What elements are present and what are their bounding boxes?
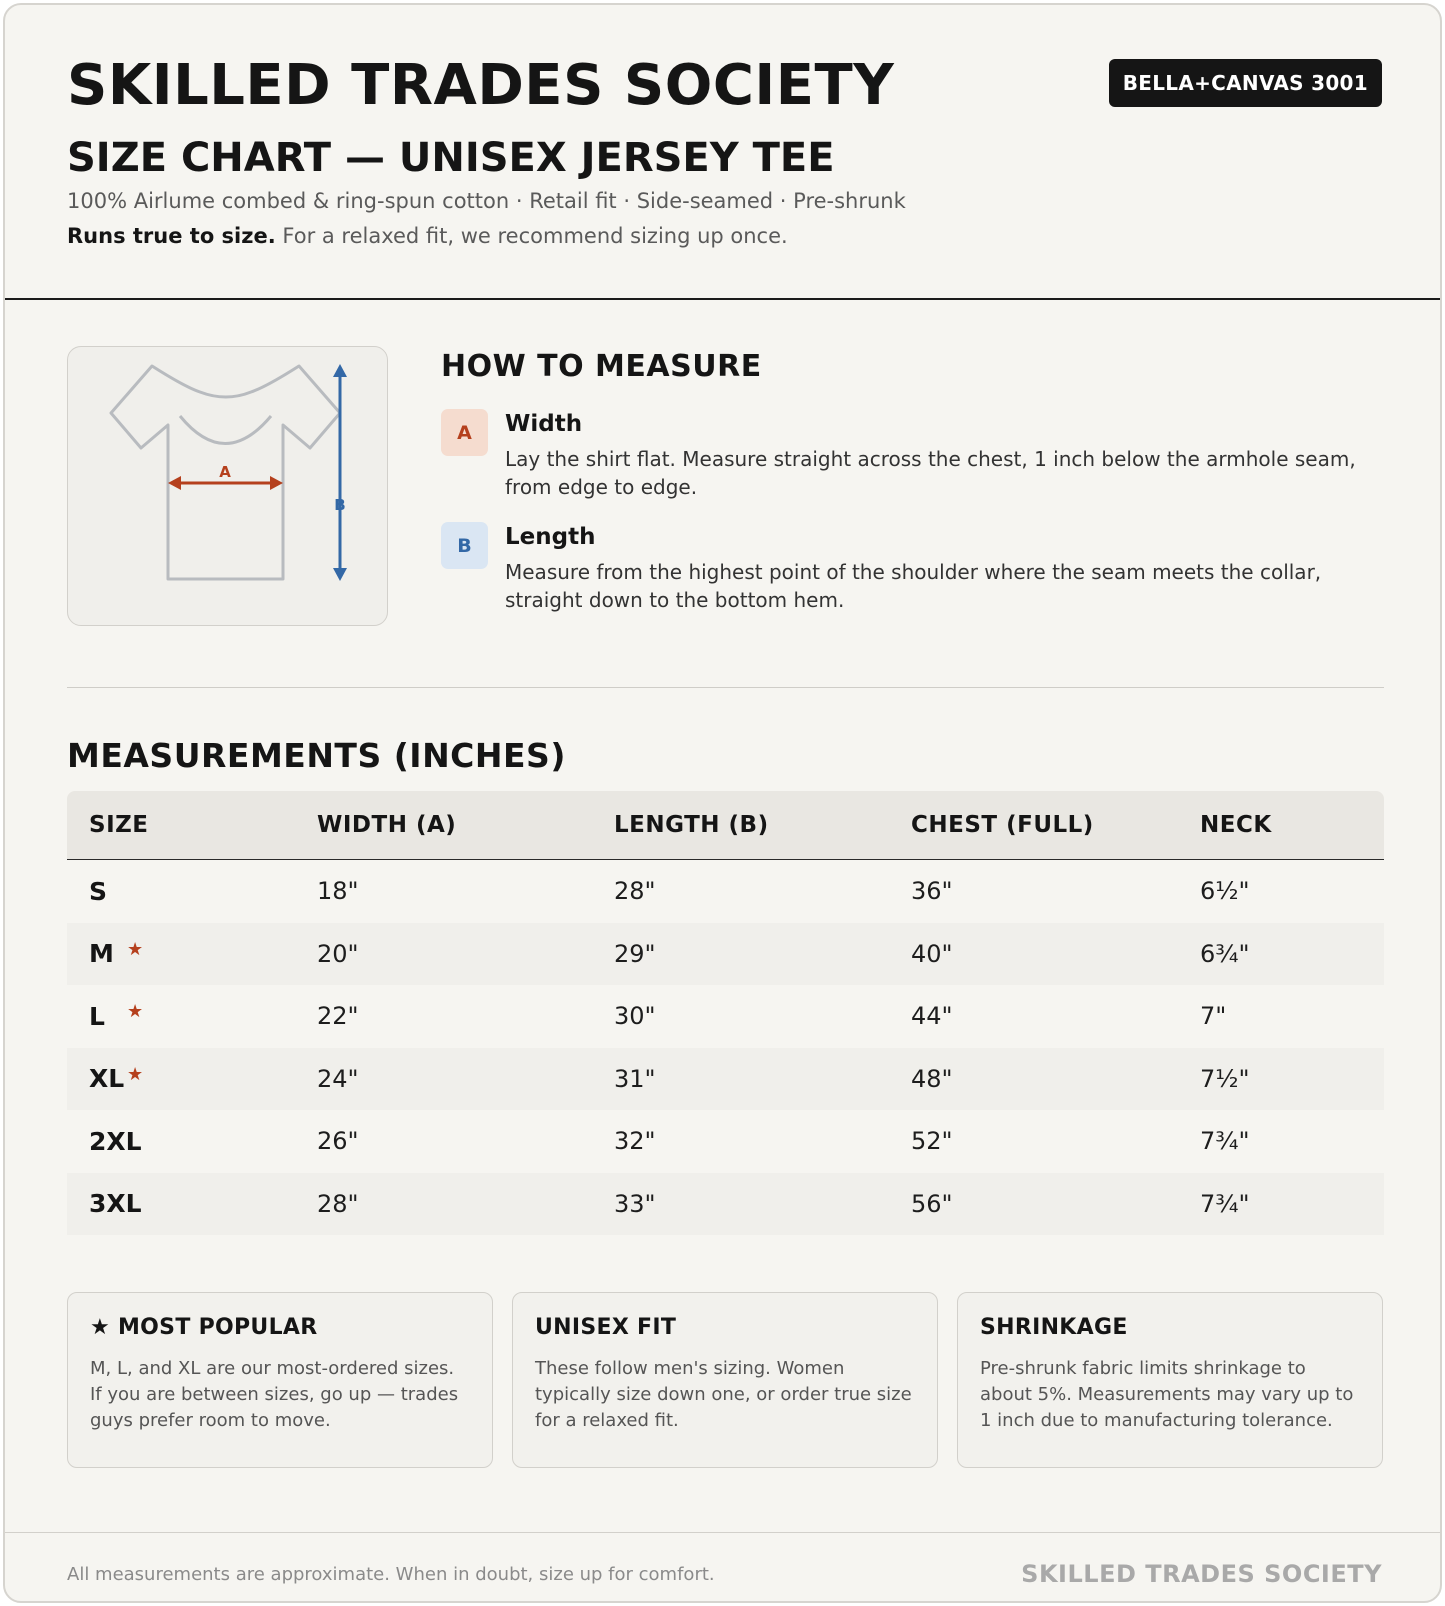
length-value: 32" <box>614 1127 656 1156</box>
section-divider <box>67 687 1384 688</box>
fabric-spec-line: 100% Airlume combed & ring-spun cotton · Retail fit · Side-seamed · Pre-shrunk <box>67 189 906 213</box>
table-row <box>67 1048 1384 1111</box>
table-header <box>67 791 1384 860</box>
size-cell <box>89 860 179 923</box>
table-row <box>67 923 1384 986</box>
chest-value: 52" <box>911 1127 953 1156</box>
size-cell <box>89 1110 179 1173</box>
neck-value: 7" <box>1200 1002 1227 1031</box>
header <box>5 5 1440 300</box>
card-body: These follow men's sizing. Women typically size down one, or order true size for a relaxed fit. <box>535 1358 912 1431</box>
popular-star-icon: ★ <box>127 1063 144 1085</box>
footer-brand: SKILLED TRADES SOCIETY <box>1021 1560 1382 1588</box>
brand-title: SKILLED TRADES SOCIETY <box>67 53 895 118</box>
column-header-neck: NECK <box>1200 812 1272 838</box>
size-label: L <box>89 1001 105 1031</box>
card-title: ★ MOST POPULAR <box>90 1315 318 1340</box>
diagram-label-b: B <box>334 496 346 514</box>
fit-note <box>67 224 788 248</box>
neck-value: 7½" <box>1200 1064 1250 1093</box>
how-to-measure-title: HOW TO MEASURE <box>441 349 762 384</box>
size-label: 3XL <box>89 1189 142 1219</box>
length-value: 31" <box>614 1064 656 1093</box>
size-label: S <box>89 876 108 906</box>
length-arrow-top-head <box>333 364 347 377</box>
size-table <box>67 791 1384 1235</box>
step-badge-a: A <box>441 409 488 456</box>
width-value: 18" <box>317 877 359 906</box>
column-header-chest: CHEST (FULL) <box>911 812 1094 838</box>
length-value: 29" <box>614 939 656 968</box>
step-desc-length: Measure from the highest point of the shoulder where the seam meets the collar, straight down to the bottom hem. <box>505 560 1322 612</box>
table-row <box>67 860 1384 923</box>
size-chart-page <box>3 3 1442 1603</box>
neck-value: 6½" <box>1200 877 1250 906</box>
size-cell <box>89 1048 179 1111</box>
card-body: Pre-shrunk fabric limits shrinkage to about 5%. Measurements may vary up to 1 inch due to manufacturing tolerance. <box>980 1358 1354 1431</box>
neck-value: 7¾" <box>1200 1189 1250 1218</box>
chest-value: 36" <box>911 877 953 906</box>
chest-value: 48" <box>911 1064 953 1093</box>
length-arrow-bottom-head <box>333 568 347 581</box>
column-header-length: LENGTH (B) <box>614 812 769 838</box>
chest-value: 44" <box>911 1002 953 1031</box>
length-value: 28" <box>614 877 656 906</box>
fit-note-rest: For a relaxed fit, we recommend sizing up once. <box>282 224 788 248</box>
step-desc-width: Lay the shirt flat. Measure straight across the chest, 1 inch below the armhole seam, from edge to edge. <box>505 447 1356 499</box>
size-cell <box>89 985 179 1048</box>
most-popular-card <box>67 1292 493 1468</box>
measure-diagram <box>67 346 388 626</box>
width-value: 24" <box>317 1064 359 1093</box>
column-header-width: WIDTH (A) <box>317 812 457 838</box>
size-label: 2XL <box>89 1126 142 1156</box>
size-cell <box>89 923 179 986</box>
popular-star-icon: ★ <box>127 1001 144 1022</box>
width-value: 28" <box>317 1189 359 1218</box>
column-header-size: SIZE <box>89 812 149 838</box>
chest-value: 40" <box>911 939 953 968</box>
chest-value: 56" <box>911 1189 953 1218</box>
fit-note-strong: Runs true to size. <box>67 224 276 248</box>
shrinkage-card <box>957 1292 1383 1468</box>
length-value: 30" <box>614 1002 656 1031</box>
size-label: M <box>89 939 114 969</box>
footer-note: All measurements are approximate. When in doubt, size up for comfort. <box>67 1564 715 1585</box>
width-value: 26" <box>317 1127 359 1156</box>
size-label: XL <box>89 1064 125 1094</box>
footer <box>5 1532 1440 1603</box>
card-body: M, L, and XL are our most-ordered sizes. If you are between sizes, go up — trades guys prefer room to move. <box>90 1358 459 1431</box>
neck-value: 6¾" <box>1200 939 1250 968</box>
width-value: 22" <box>317 1002 359 1031</box>
step-badge-b: B <box>441 522 488 569</box>
card-title: SHRINKAGE <box>980 1315 1128 1340</box>
tshirt-collar <box>180 416 271 444</box>
step-name-length: Length <box>505 524 596 550</box>
width-arrow-right-head <box>270 476 283 490</box>
table-row <box>67 1110 1384 1173</box>
popular-star-icon: ★ <box>127 938 144 960</box>
model-badge: BELLA+CANVAS 3001 <box>1109 59 1382 107</box>
chart-title: SIZE CHART — UNISEX JERSEY TEE <box>67 135 835 181</box>
table-row <box>67 985 1384 1048</box>
unisex-fit-card <box>512 1292 938 1468</box>
tshirt-diagram <box>68 347 389 627</box>
width-value: 20" <box>317 939 359 968</box>
table-row <box>67 1173 1384 1236</box>
diagram-label-a: A <box>219 463 231 481</box>
length-value: 33" <box>614 1189 656 1218</box>
card-title: UNISEX FIT <box>535 1315 677 1340</box>
measurements-title: MEASUREMENTS (INCHES) <box>67 736 566 775</box>
size-cell <box>89 1173 179 1236</box>
width-arrow-left-head <box>168 476 181 490</box>
neck-value: 7¾" <box>1200 1127 1250 1156</box>
step-name-width: Width <box>505 411 583 437</box>
